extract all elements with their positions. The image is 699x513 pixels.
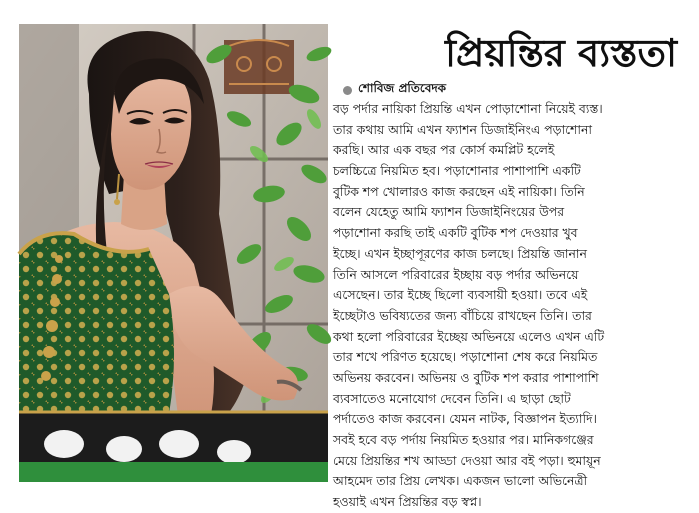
body-line: মেয়ে প্রিয়ন্তির শখ আড্ডা দেওয়া আর বই পড়া। হুমায়ূন — [333, 452, 601, 468]
body-line: অভিনয় করবেন। অভিনয় ও বুটিক শপ করার পাশাপাশি — [333, 369, 599, 385]
body-line: ইচ্ছেটাও ভবিষ্যতের জন্য বাঁচিয়ে রাখছেন তিনি। তার — [333, 307, 592, 323]
body-line: এসেছেন। তার ইচ্ছে ছিলো ব্যবসায়ী হওয়া। তবে এই — [333, 287, 588, 303]
body-line: পর্দাতেও কাজ করবেন। যেমন নাটক, বিজ্ঞাপন ইত্যাদি। — [333, 411, 597, 427]
lamp-decoration — [224, 40, 294, 94]
body-line: করছি। আর এক বছর পর কোর্স কমপ্লিট হলেই — [333, 142, 555, 158]
article-headline: প্রিয়ন্তির ব্যস্ততা — [445, 30, 677, 75]
body-line: আহমেদ তার প্রিয় লেখক। একজন ভালো অভিনেত্রী — [333, 473, 587, 489]
body-line: তার শখে পরিণত হয়েছে। পড়াশোনা শেষ করে নিয়মিত — [333, 349, 598, 365]
actress-photo — [19, 24, 328, 482]
body-line: হওয়াই এখন প্রিয়ন্তির বড় স্বপ্ন। — [333, 494, 482, 510]
body-line: ইচ্ছে। এখন ইচ্ছাপূরণের কাজ চলছে। প্রিয়ন্তি জানান — [333, 245, 587, 261]
byline-text: শোবিজ প্রতিবেদক — [358, 81, 447, 95]
body-line: কথা হলো পরিবারের ইচ্ছেয় অভিনয়ে এলেও এখন এটি — [333, 328, 605, 344]
byline — [343, 81, 446, 99]
body-line: বুটিক শপ খোলারও কাজ করছেন এই নায়িকা। তিনি — [333, 183, 585, 199]
body-line: তিনি আসলে পরিবারের ইচ্ছায় বড় পর্দার অভিনয়ে — [333, 266, 579, 282]
bullet-icon — [343, 86, 352, 95]
article-body — [333, 99, 679, 510]
body-line: ব্যবসাতেও মনোযোগ দেবেন তিনি। এ ছাড়া ছোট — [333, 390, 571, 406]
body-line: তার কথায় আমি এখন ফ্যাশন ডিজাইনিংএ পড়াশোনা — [333, 121, 592, 137]
body-line: বলেন যেহেতু আমি ফ্যাশন ডিজাইনিংয়ের উপর — [333, 204, 565, 220]
body-line: পড়াশোনা করছি তাই একটি বুটিক শপ দেওয়ার খুব — [333, 225, 578, 241]
body-line: সবই হবে বড় পর্দায় নিয়মিত হওয়ার পর। মানিকগঞ্জের — [333, 432, 594, 447]
body-line: চলচ্চিত্রে নিয়মিত হব। পড়াশোনার পাশাপাশি একটি — [333, 163, 581, 179]
body-line: বড় পর্দার নায়িকা প্রিয়ন্তি এখন পোড়াশোনা নিয়েই ব্যস্ত। — [333, 101, 603, 116]
